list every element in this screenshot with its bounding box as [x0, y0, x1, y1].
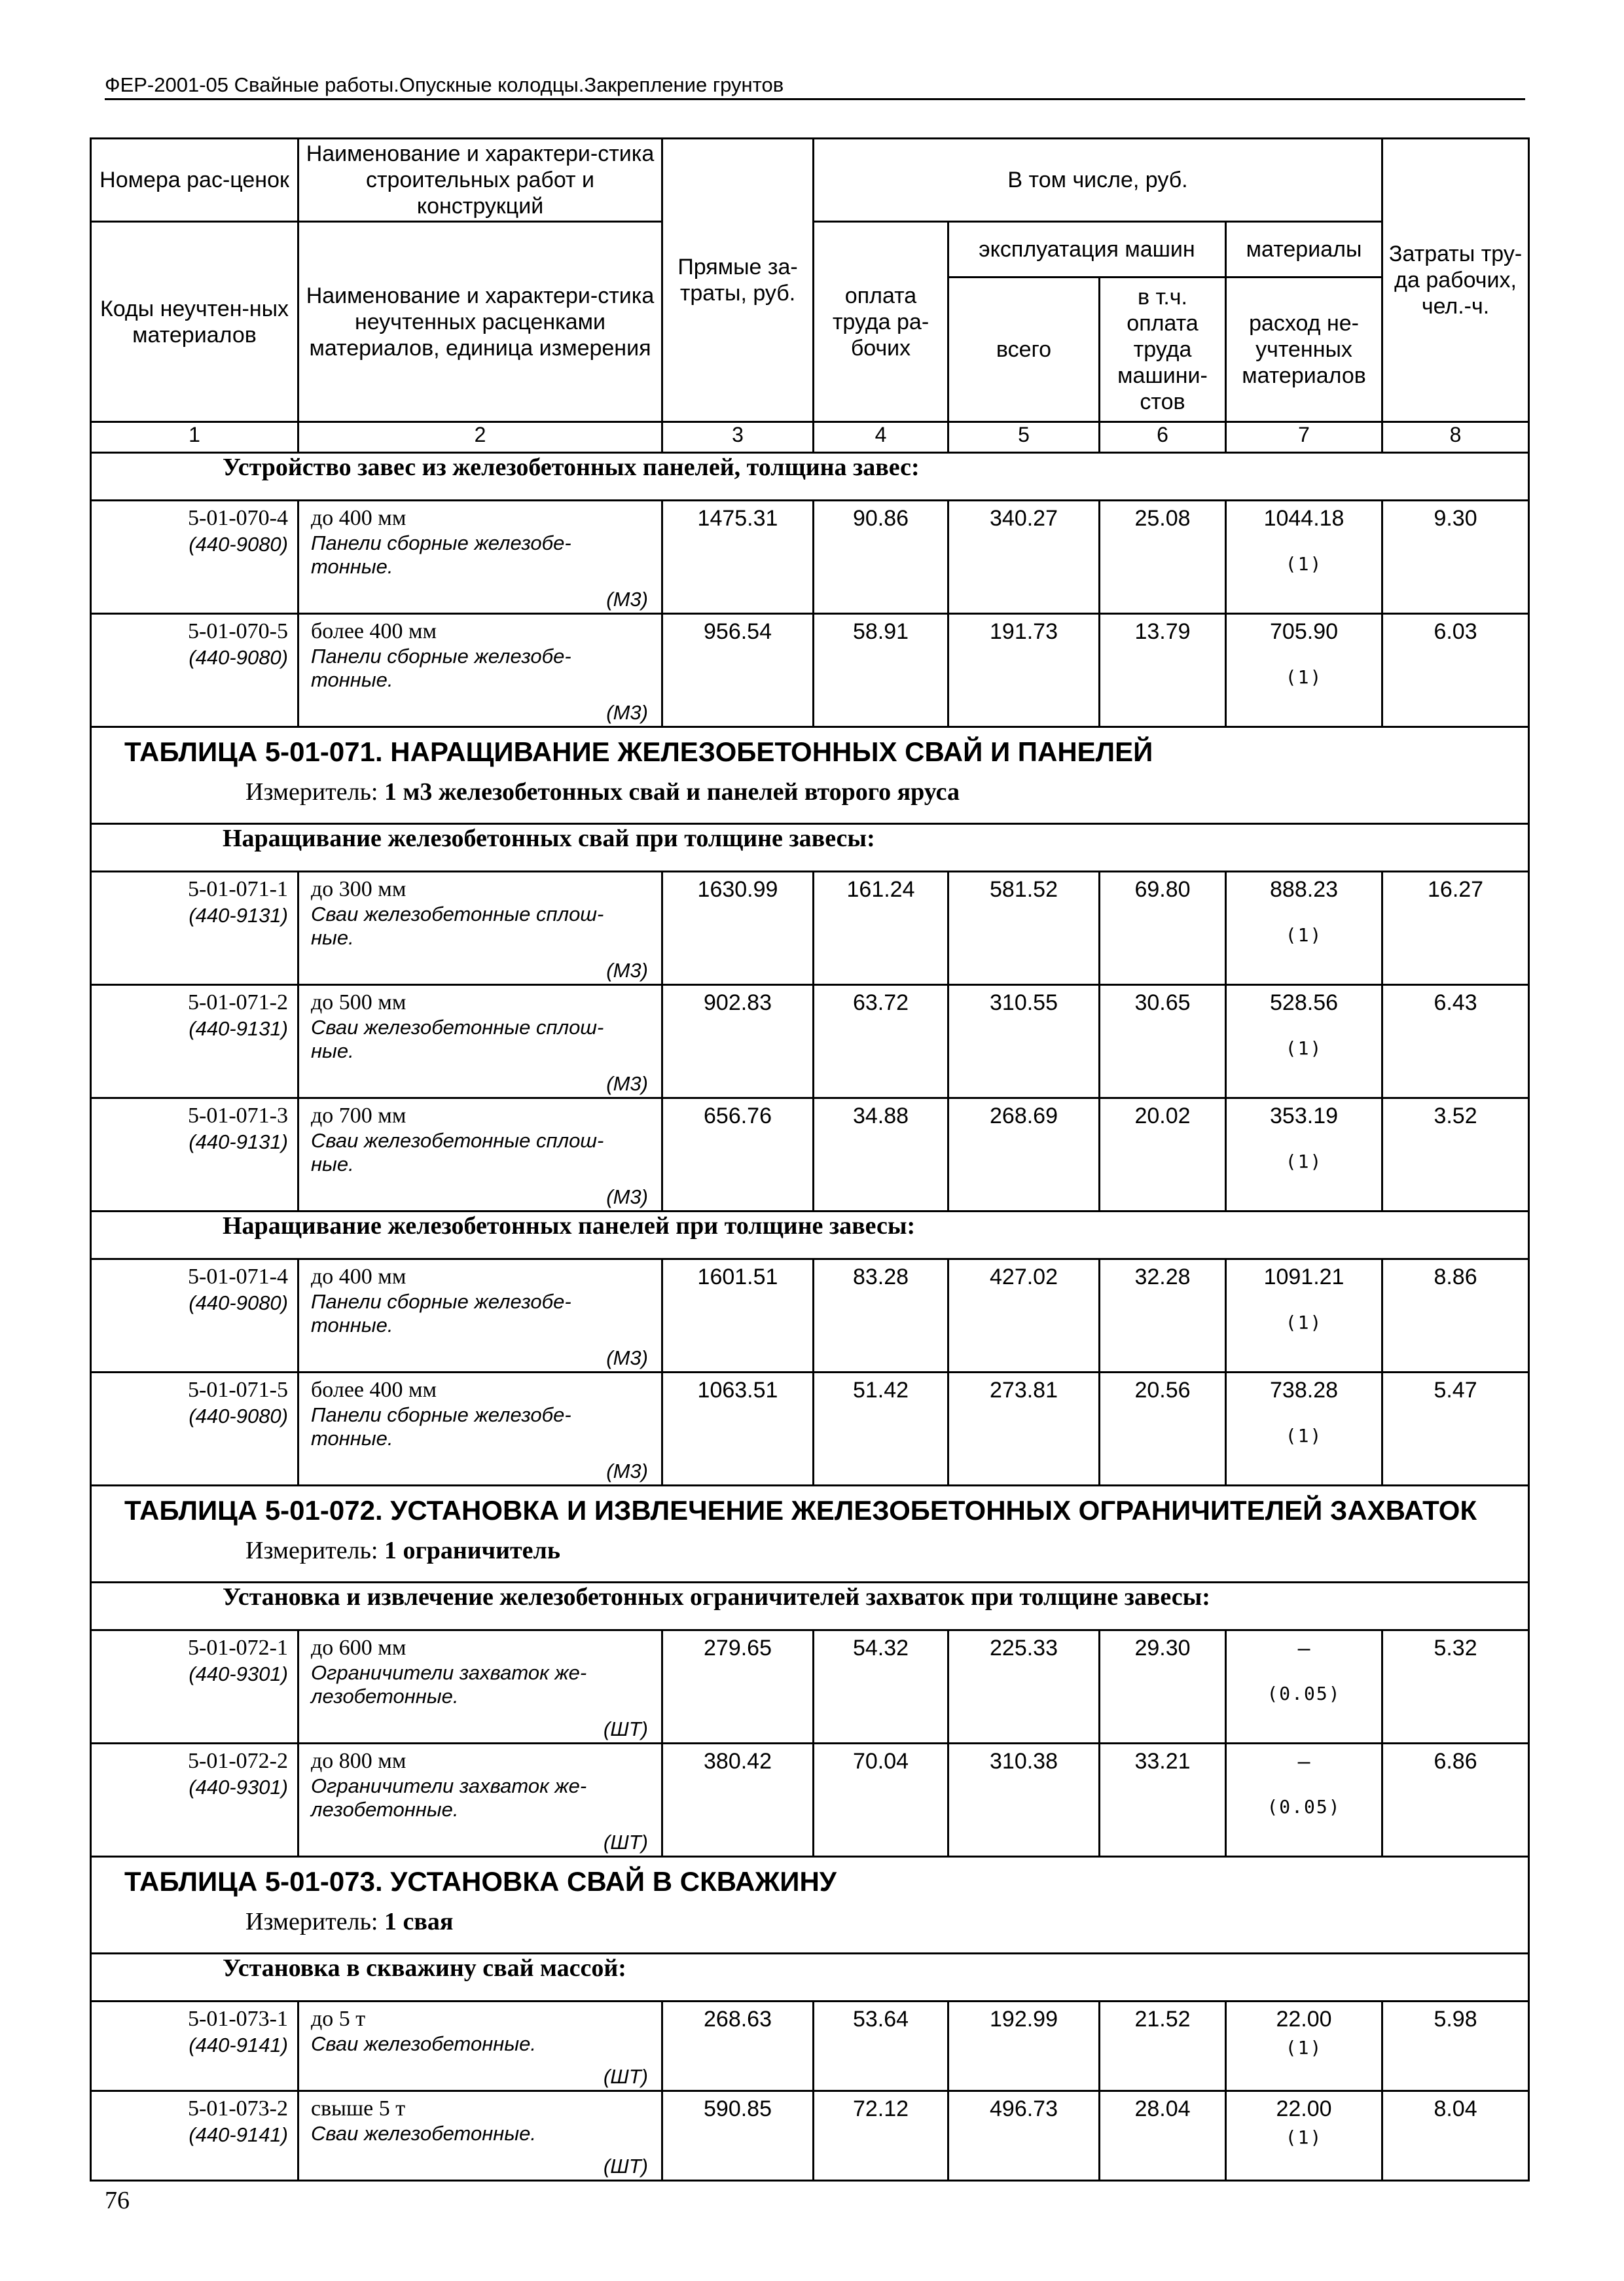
direct-costs-cell: [662, 1630, 814, 1744]
rate-code: 5-01-071-1: [188, 877, 288, 901]
header-machine-total: всего: [948, 278, 1100, 422]
rate-row: [91, 1373, 1529, 1486]
material-code: (440-9131): [189, 1017, 288, 1040]
direct-costs: 380.42: [704, 1749, 772, 1774]
worker-pay: 54.32: [852, 1636, 909, 1661]
section-title: Устройство завес из железобетонных панелей, толщина завес:: [223, 454, 920, 481]
header-material-codes: Коды неучтен-ных материалов: [91, 222, 298, 422]
machines-cell: [948, 614, 1100, 727]
rate-code: 5-01-070-5: [188, 619, 288, 643]
rates-table-body: [91, 139, 1529, 2181]
labor-cell: [1382, 1744, 1529, 1857]
direct-costs-cell: [662, 1259, 814, 1373]
name-cell: [298, 1259, 662, 1373]
machinists-cell: [1100, 1373, 1226, 1486]
machines-cell: [948, 1630, 1100, 1744]
meter-value: 1 свая: [384, 1908, 454, 1935]
code-cell: [91, 614, 298, 727]
machinists-cell: [1100, 1259, 1226, 1373]
material-name: Панели сборные железобе-тонные.: [311, 1403, 571, 1450]
machinist-pay: 21.52: [1134, 2007, 1191, 2032]
labor-cell: [1382, 2091, 1529, 2181]
material-unit: (ШТ): [603, 2155, 648, 2178]
materials-cell: [1226, 614, 1382, 727]
rate-code: 5-01-071-2: [188, 990, 288, 1015]
labor-cell: [1382, 985, 1529, 1098]
worker-pay: 90.86: [852, 506, 909, 531]
machines-cell: [948, 985, 1100, 1098]
machinist-pay: 32.28: [1134, 1265, 1191, 1289]
section-title: Установка и извлечение железобетонных ограничителей захваток при толщине завесы:: [223, 1583, 1210, 1611]
machinist-pay: 30.65: [1134, 990, 1191, 1015]
material-norm: (1): [1285, 2127, 1323, 2148]
table-heading-cell: [91, 727, 1529, 824]
column-number: 2: [298, 422, 662, 453]
column-number: 5: [948, 422, 1100, 453]
labor-cell: [1382, 872, 1529, 985]
code-cell: [91, 501, 298, 614]
material-norm: (1): [1285, 1037, 1323, 1059]
direct-costs: 902.83: [704, 990, 772, 1015]
direct-costs-cell: [662, 2002, 814, 2091]
rates-table: [90, 137, 1530, 2182]
section-heading-row: [91, 1212, 1529, 1259]
direct-costs: 268.63: [704, 2007, 772, 2032]
section-title: Наращивание железобетонных свай при толщине завесы:: [223, 825, 875, 852]
labor-costs: 5.98: [1434, 2007, 1477, 2032]
code-cell: [91, 2002, 298, 2091]
machinist-pay: 28.04: [1134, 2096, 1191, 2121]
machinist-pay: 33.21: [1134, 1749, 1191, 1774]
machinists-cell: [1100, 1098, 1226, 1212]
header-rate-numbers: Номера рас-ценок: [91, 139, 298, 222]
material-code: (440-9301): [189, 1776, 288, 1799]
direct-costs: 956.54: [704, 619, 772, 644]
code-cell: [91, 985, 298, 1098]
labor-costs: 5.47: [1434, 1378, 1477, 1403]
materials-cell: [1226, 2002, 1382, 2091]
labor-cell: [1382, 1373, 1529, 1486]
work-name: более 400 мм: [311, 1378, 437, 1402]
machine-total: 192.99: [990, 2007, 1058, 2032]
direct-costs: 1063.51: [697, 1378, 778, 1403]
direct-costs: 1601.51: [697, 1265, 778, 1289]
worker-pay: 63.72: [852, 990, 909, 1015]
rate-code: 5-01-071-5: [188, 1378, 288, 1402]
rate-code: 5-01-072-2: [188, 1749, 288, 1773]
worker-pay: 161.24: [846, 877, 915, 902]
header-machinist-pay: в т.ч. оплата труда машини-стов: [1100, 278, 1226, 422]
material-code: (440-9301): [189, 1662, 288, 1685]
direct-costs-cell: [662, 501, 814, 614]
material-code: (440-9080): [189, 1291, 288, 1314]
labor-costs: 6.86: [1434, 1749, 1477, 1774]
meter-line: [92, 1898, 1528, 1936]
material-cost: 705.90: [1270, 619, 1339, 644]
worker-pay-cell: [814, 501, 948, 614]
worker-pay-cell: [814, 2002, 948, 2091]
rate-row: [91, 2002, 1529, 2091]
material-name: Панели сборные железобе-тонные.: [311, 1290, 571, 1337]
machine-total: 496.73: [990, 2096, 1058, 2121]
labor-cell: [1382, 501, 1529, 614]
name-cell: [298, 2091, 662, 2181]
code-cell: [91, 1259, 298, 1373]
material-cost: 528.56: [1270, 990, 1339, 1015]
material-name: Сваи железобетонные.: [311, 2122, 537, 2145]
work-name: свыше 5 т: [311, 2096, 406, 2121]
material-unit: (М3): [606, 1072, 648, 1095]
labor-costs: 5.32: [1434, 1636, 1477, 1661]
code-cell: [91, 1098, 298, 1212]
header-materials: материалы: [1226, 222, 1382, 278]
rate-row: [91, 872, 1529, 985]
work-name: до 600 мм: [311, 1636, 406, 1660]
column-number: 6: [1100, 422, 1226, 453]
rate-code: 5-01-070-4: [188, 506, 288, 530]
material-code: (440-9141): [189, 2034, 288, 2056]
labor-costs: 3.52: [1434, 1104, 1477, 1128]
direct-costs-cell: [662, 2091, 814, 2181]
rate-row: [91, 985, 1529, 1098]
work-name: до 700 мм: [311, 1104, 406, 1128]
material-unit: (М3): [606, 1460, 648, 1482]
material-code: (440-9131): [189, 904, 288, 927]
header-material-name: Наименование и характери-стика неучтенных расценками материалов, единица измерения: [298, 222, 662, 422]
direct-costs-cell: [662, 985, 814, 1098]
rate-code: 5-01-073-1: [188, 2007, 288, 2031]
name-cell: [298, 614, 662, 727]
meter-label: Измеритель:: [245, 778, 378, 806]
running-head: ФЕР-2001-05 Свайные работы.Опускные колодцы.Закрепление грунтов: [105, 73, 1525, 100]
worker-pay-cell: [814, 872, 948, 985]
worker-pay-cell: [814, 985, 948, 1098]
table-heading-row: [91, 1486, 1529, 1583]
rate-row: [91, 501, 1529, 614]
material-name: Панели сборные железобе-тонные.: [311, 531, 571, 578]
material-norm: (1): [1285, 1425, 1323, 1446]
machinists-cell: [1100, 872, 1226, 985]
rate-code: 5-01-073-2: [188, 2096, 288, 2121]
materials-cell: [1226, 1630, 1382, 1744]
table-heading-row: [91, 727, 1529, 824]
code-cell: [91, 872, 298, 985]
material-norm: (1): [1285, 666, 1323, 688]
material-name: Ограничители захваток же-лезобетонные.: [311, 1661, 587, 1708]
materials-cell: [1226, 872, 1382, 985]
machinist-pay: 20.56: [1134, 1378, 1191, 1403]
machine-total: 225.33: [990, 1636, 1058, 1661]
meter-label: Измеритель:: [245, 1537, 378, 1564]
name-cell: [298, 1098, 662, 1212]
work-name: до 5 т: [311, 2007, 366, 2031]
material-unit: (ШТ): [603, 2065, 648, 2088]
rate-row: [91, 614, 1529, 727]
section-heading-row: [91, 1954, 1529, 2002]
meter-line: [92, 768, 1528, 806]
worker-pay: 83.28: [852, 1265, 909, 1289]
material-code: (440-9131): [189, 1130, 288, 1153]
work-name: до 300 мм: [311, 877, 406, 901]
table-heading-cell: [91, 1486, 1529, 1583]
machines-cell: [948, 2091, 1100, 2181]
column-number: 3: [662, 422, 814, 453]
header-including: В том числе, руб.: [814, 139, 1382, 222]
rate-row: [91, 1259, 1529, 1373]
worker-pay-cell: [814, 1373, 948, 1486]
rate-row: [91, 1744, 1529, 1857]
code-cell: [91, 1744, 298, 1857]
header-labor-costs: Затраты тру-да рабочих, чел.-ч.: [1382, 139, 1529, 422]
worker-pay-cell: [814, 1259, 948, 1373]
code-cell: [91, 1373, 298, 1486]
machinists-cell: [1100, 1744, 1226, 1857]
header-worker-pay: оплата труда ра-бочих: [814, 222, 948, 422]
machine-total: 273.81: [990, 1378, 1058, 1403]
table-title: ТАБЛИЦА 5-01-073. УСТАНОВКА СВАЙ В СКВАЖИНУ: [124, 1866, 837, 1897]
direct-costs: 590.85: [704, 2096, 772, 2121]
labor-cell: [1382, 1098, 1529, 1212]
material-norm: (0.05): [1267, 1796, 1341, 1818]
table-heading-cell: [91, 1857, 1529, 1954]
machines-cell: [948, 1373, 1100, 1486]
meter-line: [92, 1527, 1528, 1565]
section-heading-cell: [91, 824, 1529, 872]
section-heading-cell: [91, 453, 1529, 501]
header-work-name: Наименование и характери-стика строительных работ и конструкций: [298, 139, 662, 222]
column-number: 7: [1226, 422, 1382, 453]
worker-pay: 34.88: [852, 1104, 909, 1128]
section-heading-cell: [91, 1583, 1529, 1630]
direct-costs-cell: [662, 1373, 814, 1486]
section-title: Установка в скважину свай массой:: [223, 1954, 626, 1982]
name-cell: [298, 2002, 662, 2091]
material-norm: (1): [1285, 1151, 1323, 1172]
machines-cell: [948, 1098, 1100, 1212]
worker-pay: 58.91: [852, 619, 909, 644]
machinist-pay: 29.30: [1134, 1636, 1191, 1661]
direct-costs-cell: [662, 1744, 814, 1857]
machine-total: 340.27: [990, 506, 1058, 531]
material-name: Ограничители захваток же-лезобетонные.: [311, 1774, 587, 1821]
name-cell: [298, 872, 662, 985]
meter-value: 1 ограничитель: [384, 1537, 560, 1564]
material-unit: (М3): [606, 1346, 648, 1369]
name-cell: [298, 1630, 662, 1744]
labor-costs: 8.04: [1434, 2096, 1477, 2121]
direct-costs-cell: [662, 1098, 814, 1212]
material-name: Сваи железобетонные сплош-ные.: [311, 1016, 604, 1062]
material-norm: (0.05): [1267, 1683, 1341, 1704]
materials-cell: [1226, 1098, 1382, 1212]
header-direct-costs: Прямые за-траты, руб.: [662, 139, 814, 422]
section-heading-row: [91, 824, 1529, 872]
direct-costs-cell: [662, 614, 814, 727]
worker-pay-cell: [814, 1630, 948, 1744]
material-code: (440-9141): [189, 2123, 288, 2146]
material-cost: –: [1297, 1636, 1310, 1661]
machine-total: 581.52: [990, 877, 1058, 902]
machinist-pay: 20.02: [1134, 1104, 1191, 1128]
labor-costs: 6.03: [1434, 619, 1477, 644]
labor-costs: 8.86: [1434, 1265, 1477, 1289]
worker-pay: 72.12: [852, 2096, 909, 2121]
materials-cell: [1226, 1373, 1382, 1486]
section-heading-cell: [91, 1212, 1529, 1259]
worker-pay: 53.64: [852, 2007, 909, 2032]
column-number: 1: [91, 422, 298, 453]
material-unit: (М3): [606, 588, 648, 611]
machine-total: 268.69: [990, 1104, 1058, 1128]
labor-cell: [1382, 1630, 1529, 1744]
material-name: Сваи железобетонные.: [311, 2032, 537, 2055]
machines-cell: [948, 1744, 1100, 1857]
machinist-pay: 69.80: [1134, 877, 1191, 902]
material-norm: (1): [1285, 553, 1323, 575]
rate-row: [91, 1630, 1529, 1744]
worker-pay-cell: [814, 614, 948, 727]
machinists-cell: [1100, 2002, 1226, 2091]
materials-cell: [1226, 1744, 1382, 1857]
material-cost: 22.00: [1276, 2096, 1332, 2121]
material-cost: –: [1297, 1749, 1310, 1774]
material-norm: (1): [1285, 2037, 1323, 2058]
material-name: Сваи железобетонные сплош-ные.: [311, 1129, 604, 1176]
direct-costs: 1475.31: [697, 506, 778, 531]
name-cell: [298, 1373, 662, 1486]
section-heading-cell: [91, 1954, 1529, 2002]
machine-total: 310.55: [990, 990, 1058, 1015]
worker-pay-cell: [814, 2091, 948, 2181]
rate-code: 5-01-071-4: [188, 1265, 288, 1289]
material-cost: 888.23: [1270, 877, 1339, 902]
machine-total: 427.02: [990, 1265, 1058, 1289]
machinist-pay: 25.08: [1134, 506, 1191, 531]
worker-pay: 70.04: [852, 1749, 909, 1774]
material-cost: 1091.21: [1263, 1265, 1344, 1289]
machines-cell: [948, 2002, 1100, 2091]
section-title: Наращивание железобетонных панелей при толщине завесы:: [223, 1212, 916, 1240]
meter-label: Измеритель:: [245, 1908, 378, 1935]
worker-pay: 51.42: [852, 1378, 909, 1403]
machinists-cell: [1100, 985, 1226, 1098]
materials-cell: [1226, 2091, 1382, 2181]
labor-cell: [1382, 614, 1529, 727]
material-cost: 738.28: [1270, 1378, 1339, 1403]
rate-code: 5-01-072-1: [188, 1636, 288, 1660]
material-cost: 22.00: [1276, 2007, 1332, 2032]
direct-costs-cell: [662, 872, 814, 985]
meter-value: 1 м3 железобетонных свай и панелей второго яруса: [384, 778, 960, 806]
work-name: до 400 мм: [311, 1265, 406, 1289]
labor-cell: [1382, 1259, 1529, 1373]
section-heading-row: [91, 453, 1529, 501]
column-numbers-row: [91, 422, 1529, 453]
section-heading-row: [91, 1583, 1529, 1630]
rate-row: [91, 1098, 1529, 1212]
header-material-consumption: расход не-учтенных материалов: [1226, 278, 1382, 422]
machinists-cell: [1100, 2091, 1226, 2181]
machinists-cell: [1100, 614, 1226, 727]
work-name: до 500 мм: [311, 990, 406, 1015]
table-title: ТАБЛИЦА 5-01-071. НАРАЩИВАНИЕ ЖЕЛЕЗОБЕТОННЫХ СВАЙ И ПАНЕЛЕЙ: [124, 736, 1153, 767]
materials-cell: [1226, 501, 1382, 614]
machine-total: 191.73: [990, 619, 1058, 644]
machines-cell: [948, 1259, 1100, 1373]
code-cell: [91, 1630, 298, 1744]
labor-costs: 6.43: [1434, 990, 1477, 1015]
rate-row: [91, 2091, 1529, 2181]
material-code: (440-9080): [189, 533, 288, 556]
material-cost: 353.19: [1270, 1104, 1339, 1128]
materials-cell: [1226, 985, 1382, 1098]
machines-cell: [948, 501, 1100, 614]
direct-costs: 1630.99: [697, 877, 778, 902]
materials-cell: [1226, 1259, 1382, 1373]
table-heading-row: [91, 1857, 1529, 1954]
page-number: 76: [105, 2187, 130, 2214]
code-cell: [91, 2091, 298, 2181]
material-norm: (1): [1285, 924, 1323, 946]
header-machine-operation: эксплуатация машин: [948, 222, 1226, 278]
material-unit: (М3): [606, 1185, 648, 1208]
rate-code: 5-01-071-3: [188, 1104, 288, 1128]
name-cell: [298, 1744, 662, 1857]
machinist-pay: 13.79: [1134, 619, 1191, 644]
machinists-cell: [1100, 501, 1226, 614]
worker-pay-cell: [814, 1744, 948, 1857]
direct-costs: 656.76: [704, 1104, 772, 1128]
direct-costs: 279.65: [704, 1636, 772, 1661]
material-code: (440-9080): [189, 1405, 288, 1428]
name-cell: [298, 501, 662, 614]
material-name: Сваи железобетонные сплош-ные.: [311, 903, 604, 949]
machinists-cell: [1100, 1630, 1226, 1744]
material-name: Панели сборные железобе-тонные.: [311, 645, 571, 691]
labor-costs: 16.27: [1428, 877, 1484, 902]
work-name: до 800 мм: [311, 1749, 406, 1773]
material-unit: (М3): [606, 959, 648, 982]
material-unit: (М3): [606, 701, 648, 724]
material-unit: (ШТ): [603, 1717, 648, 1740]
name-cell: [298, 985, 662, 1098]
work-name: более 400 мм: [311, 619, 437, 643]
material-code: (440-9080): [189, 646, 288, 669]
work-name: до 400 мм: [311, 506, 406, 530]
machine-total: 310.38: [990, 1749, 1058, 1774]
labor-cell: [1382, 2002, 1529, 2091]
column-number: 8: [1382, 422, 1529, 453]
machines-cell: [948, 872, 1100, 985]
material-cost: 1044.18: [1263, 506, 1344, 531]
labor-costs: 9.30: [1434, 506, 1477, 531]
material-norm: (1): [1285, 1312, 1323, 1333]
worker-pay-cell: [814, 1098, 948, 1212]
column-number: 4: [814, 422, 948, 453]
table-title: ТАБЛИЦА 5-01-072. УСТАНОВКА И ИЗВЛЕЧЕНИЕ ЖЕЛЕЗОБЕТОННЫХ ОГРАНИЧИТЕЛЕЙ ЗАХВАТОК: [124, 1495, 1477, 1526]
material-unit: (ШТ): [603, 1831, 648, 1854]
